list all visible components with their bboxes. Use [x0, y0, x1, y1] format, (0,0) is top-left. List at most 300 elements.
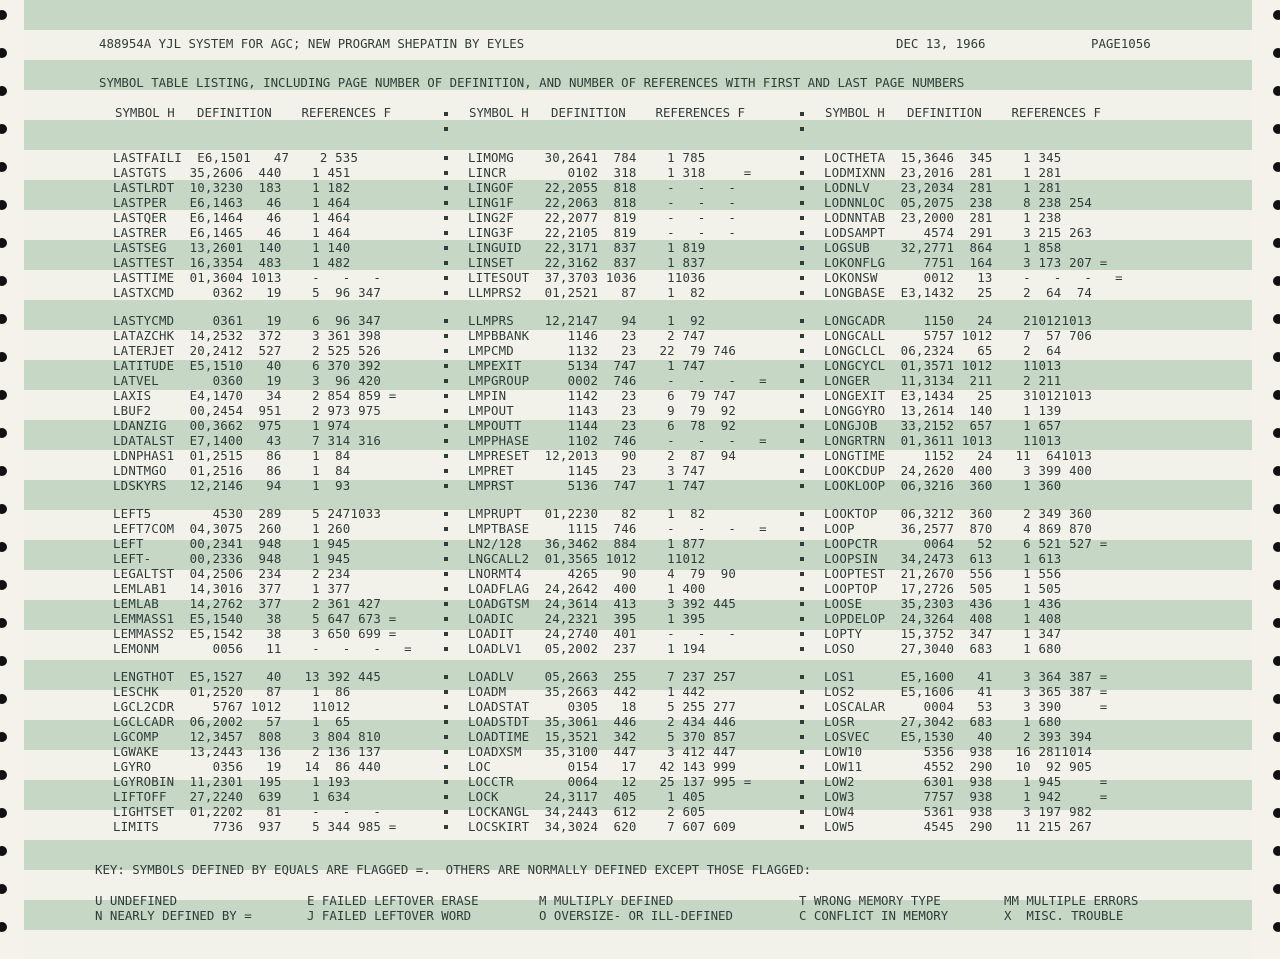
separator-dot: [444, 572, 448, 576]
symbol-row: LONGJOB 33,2152 657 1 657: [824, 418, 1062, 433]
tractor-hole: [0, 770, 7, 780]
symbol-row: LDANZIG 00,3662 975 1 974: [113, 418, 351, 433]
tractor-hole: [1273, 694, 1280, 704]
symbol-row: LIMITS 7736 937 5 344 985 =: [113, 819, 397, 834]
tractor-hole: [1273, 618, 1280, 628]
tractor-hole: [0, 276, 7, 286]
tractor-holes-left: [0, 0, 24, 959]
symbol-row: LEMMASS1 E5,1540 38 5 647 673 =: [113, 611, 397, 626]
separator-dot: [444, 795, 448, 799]
key-title: KEY: SYMBOLS DEFINED BY EQUALS ARE FLAGGED =. OTHERS ARE NORMALLY DEFINED EXCEPT THOSE FLAGGED:: [95, 862, 812, 877]
group1-col3: [824, 150, 1123, 300]
symbol-row: LASTXCMD 0362 19 5 96 347: [113, 285, 382, 300]
separator-dot: [444, 216, 448, 220]
separator-dot: [800, 825, 804, 829]
symbol-row: LMPRESET 12,2013 90 2 87 94: [468, 448, 737, 463]
tractor-holes-right: [1256, 0, 1280, 959]
separator-dot: [800, 454, 804, 458]
separator-dot: [800, 587, 804, 591]
separator-dot: [800, 156, 804, 160]
symbol-row: LGCOMP 12,3457 808 3 804 810: [113, 729, 382, 744]
separator-dot: [800, 201, 804, 205]
separator-dot: [444, 720, 448, 724]
separator-dot: [800, 557, 804, 561]
separator-dot: [800, 276, 804, 280]
tractor-hole: [0, 390, 7, 400]
symbol-row: LDATALST E7,1400 43 7 314 316: [113, 433, 382, 448]
tractor-hole: [1273, 504, 1280, 514]
tractor-hole: [0, 48, 7, 58]
key-item: M MULTIPLY DEFINED: [539, 893, 674, 908]
separator-dot: [800, 735, 804, 739]
separator-dot: [444, 156, 448, 160]
printout-paper: [24, 0, 1252, 959]
tractor-hole: [1273, 162, 1280, 172]
separator-dot: [444, 647, 448, 651]
separator-dot: [444, 735, 448, 739]
symbol-row: LOOPTEST 21,2670 556 1 556: [824, 566, 1062, 581]
tractor-hole: [1273, 48, 1280, 58]
symbol-row: LMPRET 1145 23 3 747: [468, 463, 706, 478]
symbol-row: LONGGYRO 13,2614 140 1 139: [824, 403, 1062, 418]
symbol-row: LMPGROUP 0002 746 - - - =: [468, 373, 767, 388]
symbol-row: LOADLV1 05,2002 237 1 194: [468, 641, 706, 656]
symbol-row: LOW3 7757 938 1 942 =: [824, 789, 1108, 804]
key-item: E FAILED LEFTOVER ERASE: [307, 893, 479, 908]
separator-dot: [800, 216, 804, 220]
tractor-hole: [0, 618, 7, 628]
symbol-row: LOOPSIN 34,2473 613 1 613: [824, 551, 1062, 566]
symbol-row: LEMLAB1 14,3016 377 1 377: [113, 581, 351, 596]
separator-dot: [444, 379, 448, 383]
symbol-row: LMPTBASE 1115 746 - - - =: [468, 521, 767, 536]
separator-dot: [800, 171, 804, 175]
group4-col1: [113, 669, 396, 834]
symbol-row: LENGTHOT E5,1527 40 13 392 445: [113, 669, 382, 684]
symbol-row: LINGUID 22,3171 837 1 819: [468, 240, 706, 255]
symbol-row: LOOKTOP 06,3212 360 2 349 360: [824, 506, 1093, 521]
separator-dot: [444, 825, 448, 829]
symbol-row: LOW4 5361 938 3 197 982: [824, 804, 1093, 819]
separator-dot: [444, 112, 448, 116]
tractor-hole: [1273, 276, 1280, 286]
symbol-row: LEGALTST 04,2506 234 2 234: [113, 566, 351, 581]
separator-dot: [800, 527, 804, 531]
tractor-hole: [0, 352, 7, 362]
tractor-hole: [0, 884, 7, 894]
symbol-row: LDNTMGO 01,2516 86 1 84: [113, 463, 351, 478]
separator-dot: [800, 186, 804, 190]
symbol-row: LOGSUB 32,2771 864 1 858: [824, 240, 1062, 255]
symbol-row: LASTSEG 13,2601 140 1 140: [113, 240, 351, 255]
symbol-row: LGCL2CDR 5767 1012 11012: [113, 699, 351, 714]
separator-dot: [800, 512, 804, 516]
symbol-row: LINSET 22,3162 837 1 837: [468, 255, 706, 270]
symbol-row: LGCLCADR 06,2002 57 1 65: [113, 714, 351, 729]
separator-dot: [800, 572, 804, 576]
separator-dot: [444, 602, 448, 606]
tractor-hole: [1273, 238, 1280, 248]
key-item: O OVERSIZE- OR ILL-DEFINED: [539, 908, 733, 923]
tractor-hole: [1273, 86, 1280, 96]
separator-dot: [444, 512, 448, 516]
symbol-row: LASTTEST 16,3354 483 1 482: [113, 255, 351, 270]
symbol-row: LATVEL 0360 19 3 96 420: [113, 373, 382, 388]
tractor-hole: [0, 656, 7, 666]
tractor-hole: [0, 542, 7, 552]
separator-dot: [800, 720, 804, 724]
tractor-hole: [1273, 808, 1280, 818]
symbol-row: LOADM 35,2663 442 1 442: [468, 684, 706, 699]
symbol-row: LODNNLOC 05,2075 238 8 238 254: [824, 195, 1093, 210]
group2-col1: [113, 313, 396, 493]
separator-dot: [800, 632, 804, 636]
key-item: C CONFLICT IN MEMORY: [799, 908, 949, 923]
symbol-row: LOADSTAT 0305 18 5 255 277: [468, 699, 737, 714]
header-program: 488954A YJL SYSTEM FOR AGC; NEW PROGRAM SHEPATIN BY EYLES: [99, 36, 525, 51]
separator-dot: [444, 334, 448, 338]
tractor-hole: [1273, 770, 1280, 780]
separator-dot: [444, 171, 448, 175]
symbol-row: LIMOMG 30,2641 784 1 785: [468, 150, 706, 165]
separator-dot: [444, 454, 448, 458]
symbol-row: LONGCYCL 01,3571 1012 11013: [824, 358, 1062, 373]
separator-dot: [444, 201, 448, 205]
tractor-hole: [0, 200, 7, 210]
symbol-row: LEFT5 4530 289 5 2471033: [113, 506, 382, 521]
tractor-hole: [1273, 466, 1280, 476]
symbol-row: LASTTIME 01,3604 1013 - - -: [113, 270, 382, 285]
symbol-row: LOOKCDUP 24,2620 400 3 399 400: [824, 463, 1093, 478]
separator-dot: [800, 334, 804, 338]
tractor-hole: [0, 238, 7, 248]
separator-dot: [444, 542, 448, 546]
symbol-row: LINCR 0102 318 1 318 =: [468, 165, 752, 180]
symbol-row: LOOSE 35,2303 436 1 436: [824, 596, 1062, 611]
symbol-row: LOADXSM 35,3100 447 3 412 447: [468, 744, 737, 759]
symbol-row: LMPRST 5136 747 1 747: [468, 478, 706, 493]
separator-dot: [800, 617, 804, 621]
symbol-row: LODNNTAB 23,2000 281 1 238: [824, 210, 1062, 225]
symbol-row: LEFT 00,2341 948 1 945: [113, 536, 351, 551]
symbol-row: LOS2 E5,1606 41 3 365 387 =: [824, 684, 1108, 699]
tractor-hole: [1273, 390, 1280, 400]
symbol-row: LOCCTR 0064 12 25 137 995 =: [468, 774, 752, 789]
symbol-row: LGYROBIN 11,2301 195 1 193: [113, 774, 351, 789]
separator-dot: [444, 186, 448, 190]
listing-title: SYMBOL TABLE LISTING, INCLUDING PAGE NUMBER OF DEFINITION, AND NUMBER OF REFERENCES WITH FIRST AND LAST PAGE NUMBERS: [99, 75, 965, 90]
symbol-row: LOSO 27,3040 683 1 680: [824, 641, 1062, 656]
symbol-row: LMPEXIT 5134 747 1 747: [468, 358, 706, 373]
separator-dot: [444, 231, 448, 235]
symbol-row: LLMPRS 12,2147 94 1 92: [468, 313, 706, 328]
symbol-row: LOW5 4545 290 11 215 267: [824, 819, 1093, 834]
separator-dot: [800, 602, 804, 606]
symbol-row: LOCTHETA 15,3646 345 1 345: [824, 150, 1062, 165]
symbol-row: LDSKYRS 12,2146 94 1 93: [113, 478, 351, 493]
separator-dot: [444, 409, 448, 413]
symbol-row: LIGHTSET 01,2202 81 - - -: [113, 804, 382, 819]
group1-col2: [468, 150, 751, 300]
symbol-row: LIFTOFF 27,2240 639 1 634: [113, 789, 351, 804]
tractor-hole: [0, 732, 7, 742]
tractor-hole: [1273, 314, 1280, 324]
symbol-row: LOSR 27,3042 683 1 680: [824, 714, 1062, 729]
symbol-row: LOS1 E5,1600 41 3 364 387 =: [824, 669, 1108, 684]
symbol-row: LOADIT 24,2740 401 - - -: [468, 626, 737, 641]
key-item: U UNDEFINED: [95, 893, 178, 908]
symbol-row: LMPCMD 1132 23 22 79 746: [468, 343, 737, 358]
separator-dot: [444, 765, 448, 769]
symbol-row: LOOPCTR 0064 52 6 521 527 =: [824, 536, 1108, 551]
tractor-hole: [0, 314, 7, 324]
symbol-row: LBUF2 00,2454 951 2 973 975: [113, 403, 382, 418]
separator-dot: [800, 231, 804, 235]
symbol-row: LONGCLCL 06,2324 65 2 64: [824, 343, 1062, 358]
symbol-row: LONGRTRN 01,3611 1013 11013: [824, 433, 1062, 448]
tractor-hole: [1273, 732, 1280, 742]
symbol-row: LNGCALL2 01,3565 1012 11012: [468, 551, 706, 566]
symbol-row: LASTGTS 35,2606 440 1 451: [113, 165, 351, 180]
symbol-row: LEMLAB 14,2762 377 2 361 427: [113, 596, 382, 611]
separator-dot: [444, 424, 448, 428]
separator-dot: [444, 469, 448, 473]
symbol-row: LOOP 36,2577 870 4 869 870: [824, 521, 1093, 536]
key-item: X MISC. TROUBLE: [1004, 908, 1124, 923]
separator-dot: [444, 276, 448, 280]
separator-dot: [800, 705, 804, 709]
symbol-row: LINGOF 22,2055 818 - - -: [468, 180, 737, 195]
symbol-row: LOADFLAG 24,2642 400 1 400: [468, 581, 706, 596]
separator-dot: [444, 394, 448, 398]
symbol-row: LGWAKE 13,2443 136 2 136 137: [113, 744, 382, 759]
separator-dot: [800, 112, 804, 116]
symbol-row: LASTYCMD 0361 19 6 96 347: [113, 313, 382, 328]
tractor-hole: [1273, 10, 1280, 20]
symbol-row: LOSCALAR 0004 53 3 390 =: [824, 699, 1108, 714]
symbol-row: LEFT7COM 04,3075 260 1 260: [113, 521, 351, 536]
symbol-row: LASTRER E6,1465 46 1 464: [113, 225, 351, 240]
symbol-row: LOPTY 15,3752 347 1 347: [824, 626, 1062, 641]
symbol-row: LLMPRS2 01,2521 87 1 82: [468, 285, 706, 300]
tractor-hole: [0, 86, 7, 96]
symbol-row: LOPDELOP 24,3264 408 1 408: [824, 611, 1062, 626]
separator-dot: [800, 246, 804, 250]
symbol-row: LONGTIME 1152 24 11 641013: [824, 448, 1093, 463]
separator-dot: [800, 765, 804, 769]
tractor-hole: [1273, 580, 1280, 590]
symbol-row: LOCSKIRT 34,3024 620 7 607 609: [468, 819, 737, 834]
symbol-row: LING1F 22,2063 818 - - -: [468, 195, 737, 210]
symbol-row: LNORMT4 4265 90 4 79 90: [468, 566, 737, 581]
separator-dot: [800, 349, 804, 353]
symbol-row: LING2F 22,2077 819 - - -: [468, 210, 737, 225]
key-item: T WRONG MEMORY TYPE: [799, 893, 941, 908]
symbol-row: LOKONSW 0012 13 - - - =: [824, 270, 1123, 285]
symbol-row: LOOKLOOP 06,3216 360 1 360: [824, 478, 1062, 493]
separator-dot: [444, 557, 448, 561]
symbol-row: LEMMASS2 E5,1542 38 3 650 699 =: [113, 626, 397, 641]
separator-dot: [800, 469, 804, 473]
symbol-row: LATAZCHK 14,2532 372 3 361 398: [113, 328, 382, 343]
tractor-hole: [1273, 352, 1280, 362]
symbol-row: LOCKANGL 34,2443 612 2 605: [468, 804, 706, 819]
separator-dot: [800, 379, 804, 383]
symbol-row: LMPIN 1142 23 6 79 747: [468, 388, 737, 403]
group4-col3: [824, 669, 1107, 834]
tractor-hole: [0, 922, 7, 932]
symbol-row: LEFT- 00,2336 948 1 945: [113, 551, 351, 566]
separator-dot: [800, 127, 804, 131]
symbol-row: LITESOUT 37,3703 1036 11036: [468, 270, 706, 285]
group1-col1: [113, 150, 381, 300]
separator-dot: [800, 542, 804, 546]
tractor-hole: [1273, 846, 1280, 856]
separator-dot: [444, 675, 448, 679]
tractor-hole: [1273, 200, 1280, 210]
symbol-row: LESCHK 01,2520 87 1 86: [113, 684, 351, 699]
symbol-row: LAXIS E4,1470 34 2 854 859 =: [113, 388, 397, 403]
symbol-row: LOKONFLG 7751 164 3 173 207 =: [824, 255, 1108, 270]
symbol-row: LOOPTOP 17,2726 505 1 505: [824, 581, 1062, 596]
tractor-hole: [0, 10, 7, 20]
symbol-row: LOSVEC E5,1530 40 2 393 394: [824, 729, 1093, 744]
symbol-row: LOADLV 05,2663 255 7 237 257: [468, 669, 737, 684]
group4-col2: [468, 669, 751, 834]
tractor-hole: [1273, 428, 1280, 438]
tractor-hole: [1273, 884, 1280, 894]
separator-dot: [444, 364, 448, 368]
separator-dot: [444, 705, 448, 709]
separator-dot: [444, 810, 448, 814]
key-item: N NEARLY DEFINED BY =: [95, 908, 252, 923]
separator-dot: [800, 484, 804, 488]
tractor-hole: [1273, 124, 1280, 134]
tractor-hole: [0, 846, 7, 856]
separator-dot: [444, 261, 448, 265]
separator-dot: [444, 291, 448, 295]
symbol-row: LOADGTSM 24,3614 413 3 392 445: [468, 596, 737, 611]
header-date: DEC 13, 1966: [896, 36, 986, 51]
symbol-row: LOW11 4552 290 10 92 905: [824, 759, 1093, 774]
symbol-row: LONGCADR 1150 24 210121013: [824, 313, 1093, 328]
separator-dot: [444, 439, 448, 443]
separator-dot: [444, 527, 448, 531]
separator-dot: [800, 364, 804, 368]
symbol-row: LONGEXIT E3,1434 25 310121013: [824, 388, 1093, 403]
symbol-row: LASTFAILI E6,1501 47 2 535: [113, 150, 359, 165]
symbol-row: LONGBASE E3,1432 25 2 64 74: [824, 285, 1093, 300]
separator-dot: [800, 409, 804, 413]
separator-dot: [800, 424, 804, 428]
key-item: J FAILED LEFTOVER WORD: [307, 908, 472, 923]
symbol-row: LOW2 6301 938 1 945 =: [824, 774, 1108, 789]
separator-dot: [800, 780, 804, 784]
tractor-hole: [0, 694, 7, 704]
separator-dot: [800, 647, 804, 651]
separator-dot: [800, 394, 804, 398]
symbol-row: LN2/128 36,3462 884 1 877: [468, 536, 706, 551]
symbol-row: LDNPHAS1 01,2515 86 1 84: [113, 448, 351, 463]
group3-col3: [824, 506, 1107, 656]
separator-dot: [444, 246, 448, 250]
separator-dot: [444, 690, 448, 694]
symbol-row: LONGER 11,3134 211 2 211: [824, 373, 1062, 388]
symbol-row: LOCK 24,3117 405 1 405: [468, 789, 706, 804]
symbol-row: LMPRUPT 01,2230 82 1 82: [468, 506, 706, 521]
separator-dot: [800, 291, 804, 295]
symbol-row: LATITUDE E5,1510 40 6 370 392: [113, 358, 382, 373]
tractor-hole: [1273, 656, 1280, 666]
tractor-hole: [0, 466, 7, 476]
separator-dot: [444, 780, 448, 784]
tractor-hole: [0, 124, 7, 134]
symbol-row: LOADSTDT 35,3061 446 2 434 446: [468, 714, 737, 729]
symbol-row: LASTLRDT 10,3230 183 1 182: [113, 180, 351, 195]
separator-dot: [444, 617, 448, 621]
tractor-hole: [0, 504, 7, 514]
tractor-hole: [0, 580, 7, 590]
symbol-row: LASTPER E6,1463 46 1 464: [113, 195, 351, 210]
symbol-row: LMPPHASE 1102 746 - - - =: [468, 433, 767, 448]
symbol-row: LGYRO 0356 19 14 86 440: [113, 759, 382, 774]
separator-dot: [800, 810, 804, 814]
separator-dot: [444, 319, 448, 323]
group3-col1: [113, 506, 412, 656]
header-page: PAGE1056: [1091, 36, 1151, 51]
symbol-row: LOADIC 24,2321 395 1 395: [468, 611, 706, 626]
column-header-1: SYMBOL H DEFINITION REFERENCES F: [115, 105, 392, 120]
key-item: MM MULTIPLE ERRORS: [1004, 893, 1139, 908]
separator-dot: [800, 319, 804, 323]
symbol-row: LOW10 5356 938 16 2811014: [824, 744, 1093, 759]
separator-dot: [444, 127, 448, 131]
group3-col2: [468, 506, 767, 656]
separator-dot: [444, 587, 448, 591]
group2-col3: [824, 313, 1092, 493]
separator-dot: [800, 795, 804, 799]
symbol-row: LEMONM 0056 11 - - - =: [113, 641, 412, 656]
tractor-hole: [0, 428, 7, 438]
symbol-row: LASTQER E6,1464 46 1 464: [113, 210, 351, 225]
symbol-row: LODNLV 23,2034 281 1 281: [824, 180, 1062, 195]
symbol-row: LODSAMPT 4574 291 3 215 263: [824, 225, 1093, 240]
symbol-row: LOADTIME 15,3521 342 5 370 857: [468, 729, 737, 744]
column-header-2: SYMBOL H DEFINITION REFERENCES F: [469, 105, 746, 120]
separator-dot: [444, 750, 448, 754]
separator-dot: [800, 675, 804, 679]
symbol-row: LODMIXNN 23,2016 281 1 281: [824, 165, 1062, 180]
separator-dot: [800, 690, 804, 694]
symbol-row: LING3F 22,2105 819 - - -: [468, 225, 737, 240]
tractor-hole: [0, 162, 7, 172]
separator-dot: [800, 750, 804, 754]
separator-dot: [800, 261, 804, 265]
tractor-hole: [1273, 542, 1280, 552]
symbol-row: LMPOUTT 1144 23 6 78 92: [468, 418, 737, 433]
column-header-3: SYMBOL H DEFINITION REFERENCES F: [825, 105, 1102, 120]
symbol-row: LONGCALL 5757 1012 7 57 706: [824, 328, 1093, 343]
symbol-row: LMPBBANK 1146 23 2 747: [468, 328, 706, 343]
separator-dot: [444, 632, 448, 636]
separator-dot: [444, 484, 448, 488]
separator-dot: [444, 349, 448, 353]
symbol-row: LOC 0154 17 42 143 999: [468, 759, 737, 774]
tractor-hole: [1273, 922, 1280, 932]
symbol-row: LMPOUT 1143 23 9 79 92: [468, 403, 737, 418]
symbol-row: LATERJET 20,2412 527 2 525 526: [113, 343, 382, 358]
tractor-hole: [0, 808, 7, 818]
